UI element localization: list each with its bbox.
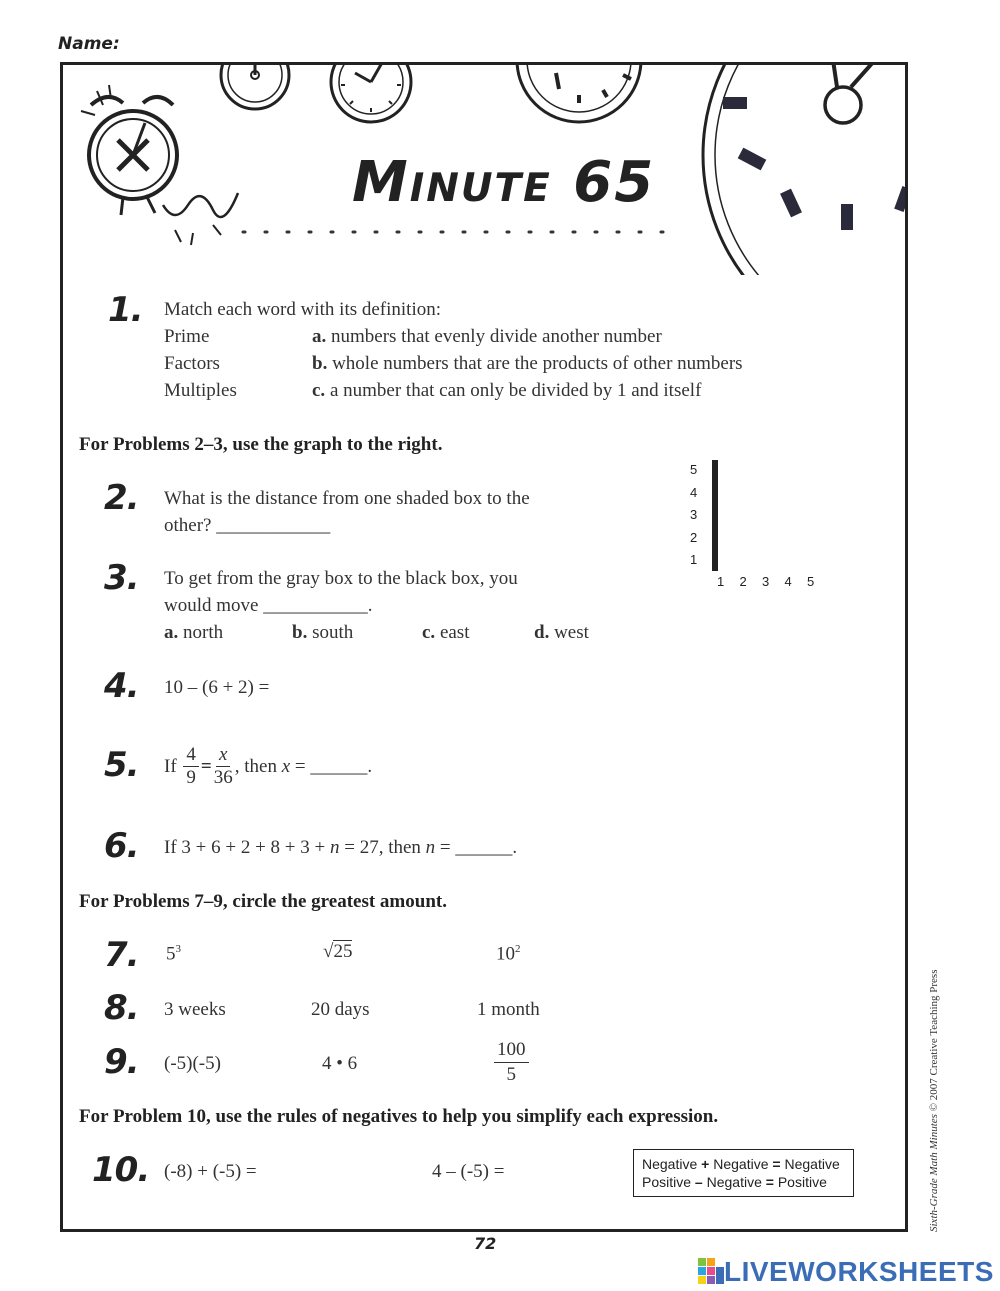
problem-8-option-c: 1 month <box>477 999 540 1020</box>
problem-7-option-a: $5^3$ <box>166 943 181 965</box>
problem-7-number: 7. <box>104 935 139 975</box>
y-label: 5 <box>690 462 698 477</box>
problem-6-equation: If 3 + 6 + 2 + 8 + 3 + n = 27, then n = ______. <box>164 837 518 858</box>
y-label: 4 <box>690 484 698 500</box>
problem-10-number: 10. <box>92 1150 150 1190</box>
y-label: 3 <box>690 507 698 522</box>
problem-2-line-1: What is the distance from one shaded box to the <box>164 488 530 509</box>
problem-1-definition-a: a. numbers that evenly divide another number <box>312 326 662 347</box>
brand-text: LIVEWORKSHEETS <box>724 1256 994 1287</box>
problem-7-option-b: √25 <box>323 941 353 962</box>
page-number: 72 <box>474 1234 497 1253</box>
problem-1-prompt: Match each word with its definition: <box>164 299 442 320</box>
x-label: 4 <box>784 574 792 589</box>
grid-table <box>712 460 718 571</box>
problem-1-word-factors: Factors <box>164 353 220 374</box>
name-label: Name: <box>58 34 120 54</box>
giant-clock-icon <box>703 65 905 275</box>
problem-9-option-a: (-5)(-5) <box>164 1053 221 1074</box>
liveworksheets-logo[interactable] <box>698 1256 994 1288</box>
problem-1-number: 1. <box>108 290 143 330</box>
problem-2-line-2: other? ____________ <box>164 515 331 536</box>
problem-3-choice-b: b. south <box>292 622 354 643</box>
problem-5-equation: If $\frac{4}{9}$ = $\frac{x}{36}$ , then x = ______. <box>164 744 373 788</box>
problem-8-option-b: 20 days <box>311 999 370 1020</box>
black-cell <box>717 505 718 527</box>
liveworksheets-blocks-icon <box>698 1258 724 1286</box>
section-heading-2-3: For Problems 2–3, use the graph to the right. <box>79 434 443 455</box>
x-label: 5 <box>807 574 815 589</box>
problem-1-definition-c: c. a number that can only be divided by 1 and itself <box>312 380 702 401</box>
problem-3-line-1: To get from the gray box to the black box, you <box>164 568 518 589</box>
y-label: 1 <box>690 552 698 567</box>
problem-7-option-c: $10^2$ <box>496 943 521 965</box>
problem-3-choice-c: c. east <box>422 622 470 643</box>
problem-9-option-c: $\frac{100}{5}$ <box>492 1038 531 1087</box>
copyright-notice: Sixth-Grade Math Minutes © 2007 Creative Teaching Press <box>928 969 940 1232</box>
problem-6-number: 6. <box>104 826 139 866</box>
problem-9-option-b: 4 • 6 <box>322 1053 358 1074</box>
rule-line-2: Positive – Negative = Positive <box>642 1174 827 1190</box>
problem-2-number: 2. <box>104 478 139 518</box>
problem-1-word-prime: Prime <box>164 326 210 347</box>
problem-5-number: 5. <box>104 745 139 785</box>
problem-4-expression: 10 – (6 + 2) = <box>164 677 270 698</box>
problem-9-number: 9. <box>104 1042 139 1082</box>
problem-4-number: 4. <box>104 666 139 706</box>
problem-10-expression-a: (-8) + (-5) = <box>164 1161 257 1182</box>
x-label: 2 <box>739 574 747 589</box>
problem-8-option-a: 3 weeks <box>164 999 226 1020</box>
section-heading-10: For Problem 10, use the rules of negatives to help you simplify each expression. <box>79 1106 719 1127</box>
small-clock-icon <box>221 65 289 109</box>
y-label: 2 <box>690 529 698 545</box>
section-heading-7-9: For Problems 7–9, circle the greatest amount. <box>79 891 447 912</box>
problem-1-definition-b: b. whole numbers that are the products of other numbers <box>312 353 743 374</box>
negatives-rules-box <box>633 1149 854 1197</box>
problem-3-choice-d: d. west <box>534 622 589 643</box>
rule-line-1: Negative + Negative = Negative <box>642 1156 840 1172</box>
problem-8-number: 8. <box>104 988 139 1028</box>
problem-3-line-2: would move ___________. <box>164 595 373 616</box>
large-clock-icon <box>517 65 641 122</box>
x-label: 1 <box>717 574 725 589</box>
alarm-clock-icon <box>81 85 238 245</box>
wall-clock-icon <box>331 65 411 122</box>
x-label: 3 <box>762 574 770 589</box>
page-title: Minute 65 <box>352 150 656 215</box>
problem-3-number: 3. <box>104 558 139 598</box>
problem-1-word-multiples: Multiples <box>164 380 237 401</box>
problem-10-expression-b: 4 – (-5) = <box>432 1161 505 1182</box>
problem-3-choice-a: a. north <box>164 622 224 643</box>
